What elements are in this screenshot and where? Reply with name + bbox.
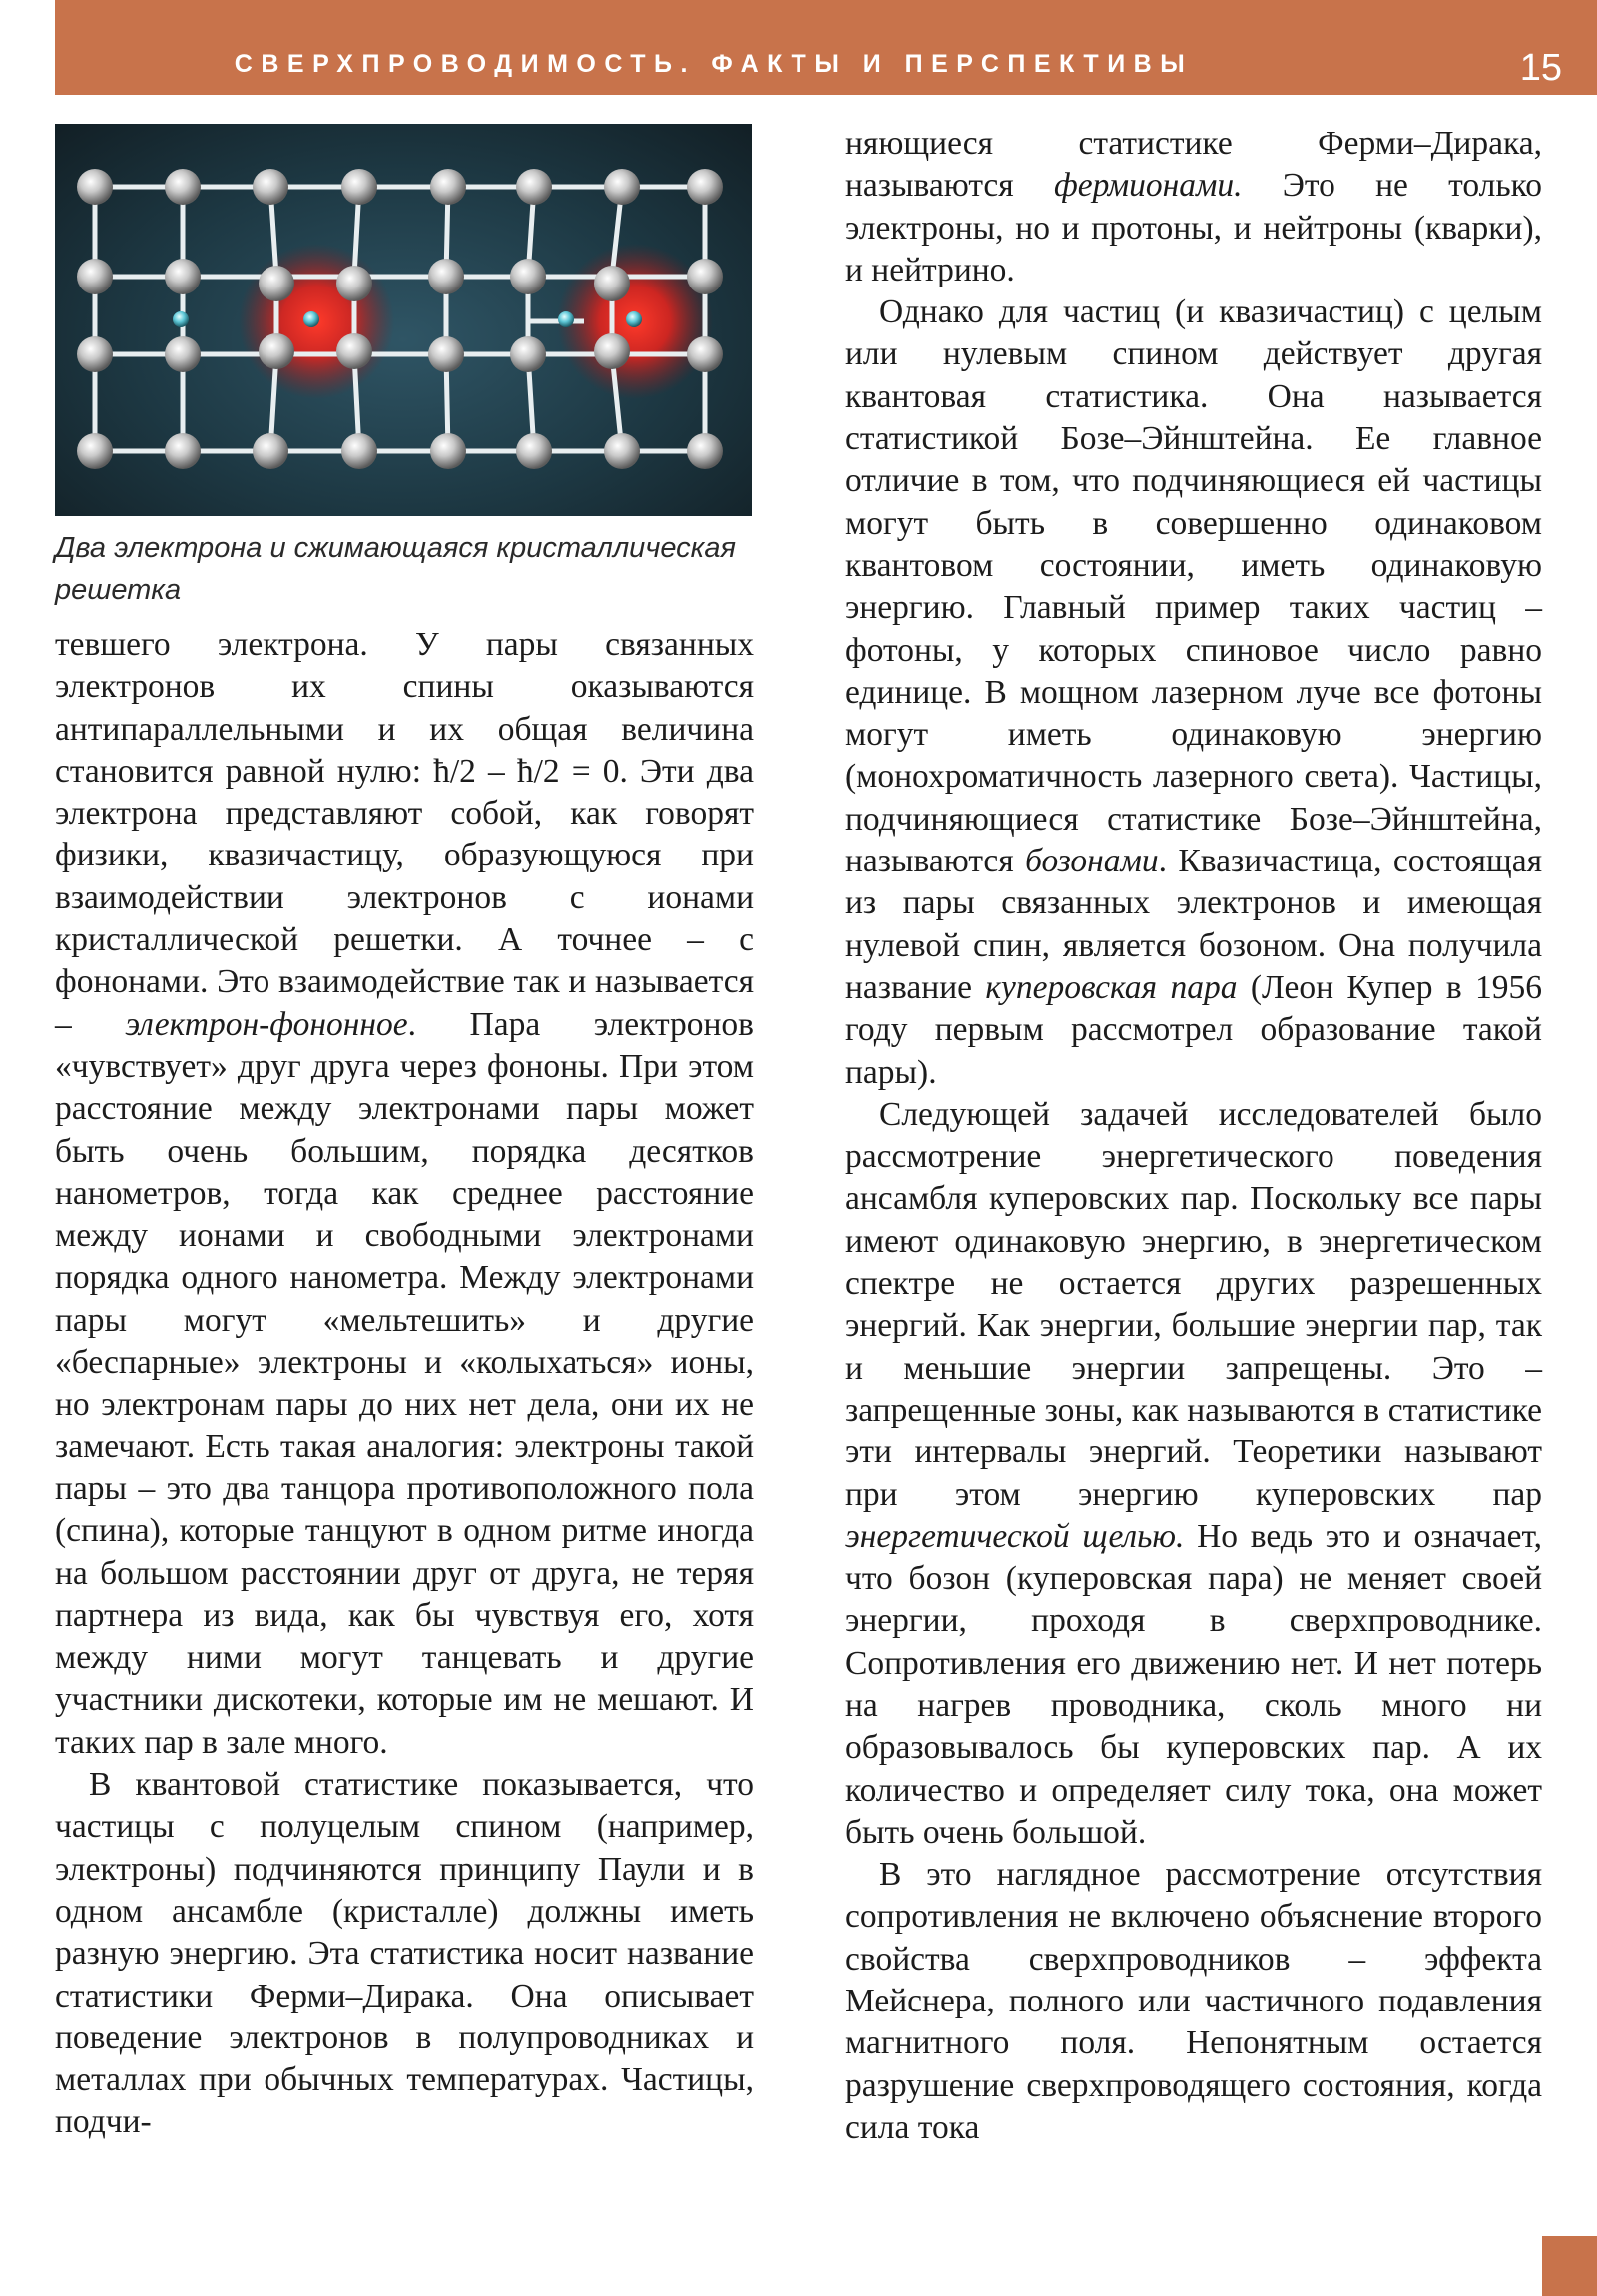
paragraph-text: . Квазичастица, состоящая из пары связанных электронов и имеющая нулевой спин, является бозоном. Она получила название — [845, 843, 1542, 1006]
italic-term: бозонами — [1025, 843, 1159, 880]
figure-illustration — [55, 124, 752, 516]
ion — [428, 336, 464, 372]
paragraph-text: Но ведь это и означает, что бозон (куперовская пара) не меняет своей энергии, проходя в сверхпроводнике. Сопротивления его движению нет. И нет потерь на нагрев проводника, сколь много ни образовывалось бы куперовских пар. А их количество и определяет силу тока, она может быть очень большой. — [845, 1517, 1543, 1851]
electron — [173, 311, 189, 327]
italic-term: электрон-фононное — [125, 1005, 408, 1043]
ion — [165, 433, 201, 469]
paragraph: В квантовой статистике показывается, что частицы с полуцелым спином (например, электроны) подчиняются принципу Паули и в одном ансамбле (кристалле) должны иметь разную энергию. Эта статистика носит название статистики Ферми–Дирака. Она описывает поведение электронов в полупроводниках и металлах при обычных температурах. Частицы, подчи- — [55, 1766, 754, 2141]
ion — [516, 169, 552, 205]
paragraph-text: Однако для частиц (и квазичастиц) с целым или нулевым спином действует другая квантовая статистика. Она называется статистикой Бозе–Эйнштейна. Ее главное отличие в том, что подчиняющиеся ей частицы могут быть в совершенно одинаковом квантовом состоянии, иметь одинаковую энергию. Главный пример таких частиц – фотоны, у которых спиновое число равно единице. В мощном лазерном луче все фотоны могут иметь одинаковую энергию (монохроматичность лазерного света). Частицы, подчиняющиеся статистике Бозе–Эйнштейна, называются — [845, 293, 1542, 880]
ion — [341, 433, 377, 469]
ion — [341, 169, 377, 205]
ion — [687, 169, 723, 205]
ion — [253, 433, 288, 469]
ion — [336, 266, 372, 301]
ion — [259, 266, 294, 301]
ion — [77, 336, 113, 372]
ion — [430, 433, 466, 469]
figure-caption: Два электрона и сжимающаяся кристаллическая решетка — [55, 532, 736, 606]
ion — [77, 169, 113, 205]
paragraph-text: (Леон Купер в 1956 году первым рассмотрел образование такой пары). — [845, 968, 1542, 1091]
italic-term: фермионами. — [1053, 167, 1243, 205]
paragraph — [55, 624, 754, 1764]
ion — [604, 169, 640, 205]
ion — [516, 433, 552, 469]
crystal-lattice-illustration — [55, 124, 752, 516]
ion — [77, 433, 113, 469]
ion — [165, 336, 201, 372]
electron — [558, 311, 574, 327]
ion — [430, 169, 466, 205]
paragraph-text: Следующей задачей исследователей было рассмотрение энергетического поведения ансамбля куперовских пар. Поскольку все пары имеют одинаковую энергию, в энергетическом спектре не остается других разрешенных энергий. Как энергии, большие энергии пар, так и меньшие энергии запрещены. Это – запрещенные зоны, как называются в статистике эти интервалы энергий. Теоретики называют при этом энергию куперовских пар — [845, 1095, 1542, 1513]
page-header — [55, 0, 1597, 95]
ion — [428, 259, 464, 294]
ion — [510, 259, 546, 294]
ion — [165, 259, 201, 294]
ion — [259, 333, 294, 369]
ion — [594, 333, 630, 369]
ion — [253, 169, 288, 205]
electron — [303, 311, 319, 327]
ion — [687, 433, 723, 469]
text-column-left — [55, 624, 754, 2144]
page-number: 15 — [1519, 47, 1562, 89]
paragraph-text: Это не только электроны, но и протоны, и нейтроны (кварки), и нейтрино. — [845, 167, 1543, 288]
ion — [510, 336, 546, 372]
ion — [687, 336, 723, 372]
paragraph: В это наглядное рассмотрение отсутствия сопротивления не включено объяснение второго свойства сверхпроводников – эффекта Мейснера, полного или частичного подавления магнитного поля. Непонятным остается разрушение сверхпроводящего состояния, когда сила тока — [845, 1856, 1542, 2146]
corner-accent — [1542, 2236, 1597, 2296]
ion — [77, 259, 113, 294]
italic-term: куперовская пара — [985, 968, 1238, 1006]
paragraph — [845, 123, 1542, 291]
paragraph — [845, 291, 1542, 1094]
ion — [336, 333, 372, 369]
running-title: СВЕРХПРОВОДИМОСТЬ. ФАКТЫ И ПЕРСПЕКТИВЫ — [234, 50, 1194, 78]
paragraph-text: тевшего электрона. У пары связанных электронов их спины оказываются антипараллельными и их общая величина становится равной нулю: ħ/2 – ħ/2 = 0. Эти два электрона представляют собой, как говорят физики, квазичастицу, образующуюся при взаимодействии электронов с ионами кристаллической решетки. А точнее – с фононами. Это взаимодействие так и называется – — [55, 626, 754, 1043]
electron — [626, 311, 642, 327]
italic-term: энергетической щелью. — [845, 1517, 1185, 1555]
ion — [594, 266, 630, 301]
ion — [604, 433, 640, 469]
paragraph — [845, 1094, 1542, 1854]
ion — [165, 169, 201, 205]
paragraph-text: няющиеся статистике Ферми–Дирака, называются — [845, 125, 1542, 205]
paragraph-text: . Пара электронов «чувствует» друг друга через фононы. При этом расстояние между электронами пары может быть очень большим, порядка десятков нанометров, тогда как среднее расстояние между ионами и свободными электронами порядка одного нанометра. Между электронами пары могут «мельтешить» и другие «беспарные» электроны и «колыхаться» ионы, но электронам пары до них нет дела, они их не замечают. Есть такая аналогия: электроны такой пары – это два танцора противоположного пола (спина), которые танцуют в одном ритме иногда на большом расстоянии друг от друга, не теряя партнера из вида, как бы чувствуя его, хотя между ними могут танцевать и другие участники дискотеки, которые им не мешают. И таких пар в зале много. — [55, 1005, 754, 1761]
text-column-right — [845, 123, 1542, 2149]
ion — [687, 259, 723, 294]
